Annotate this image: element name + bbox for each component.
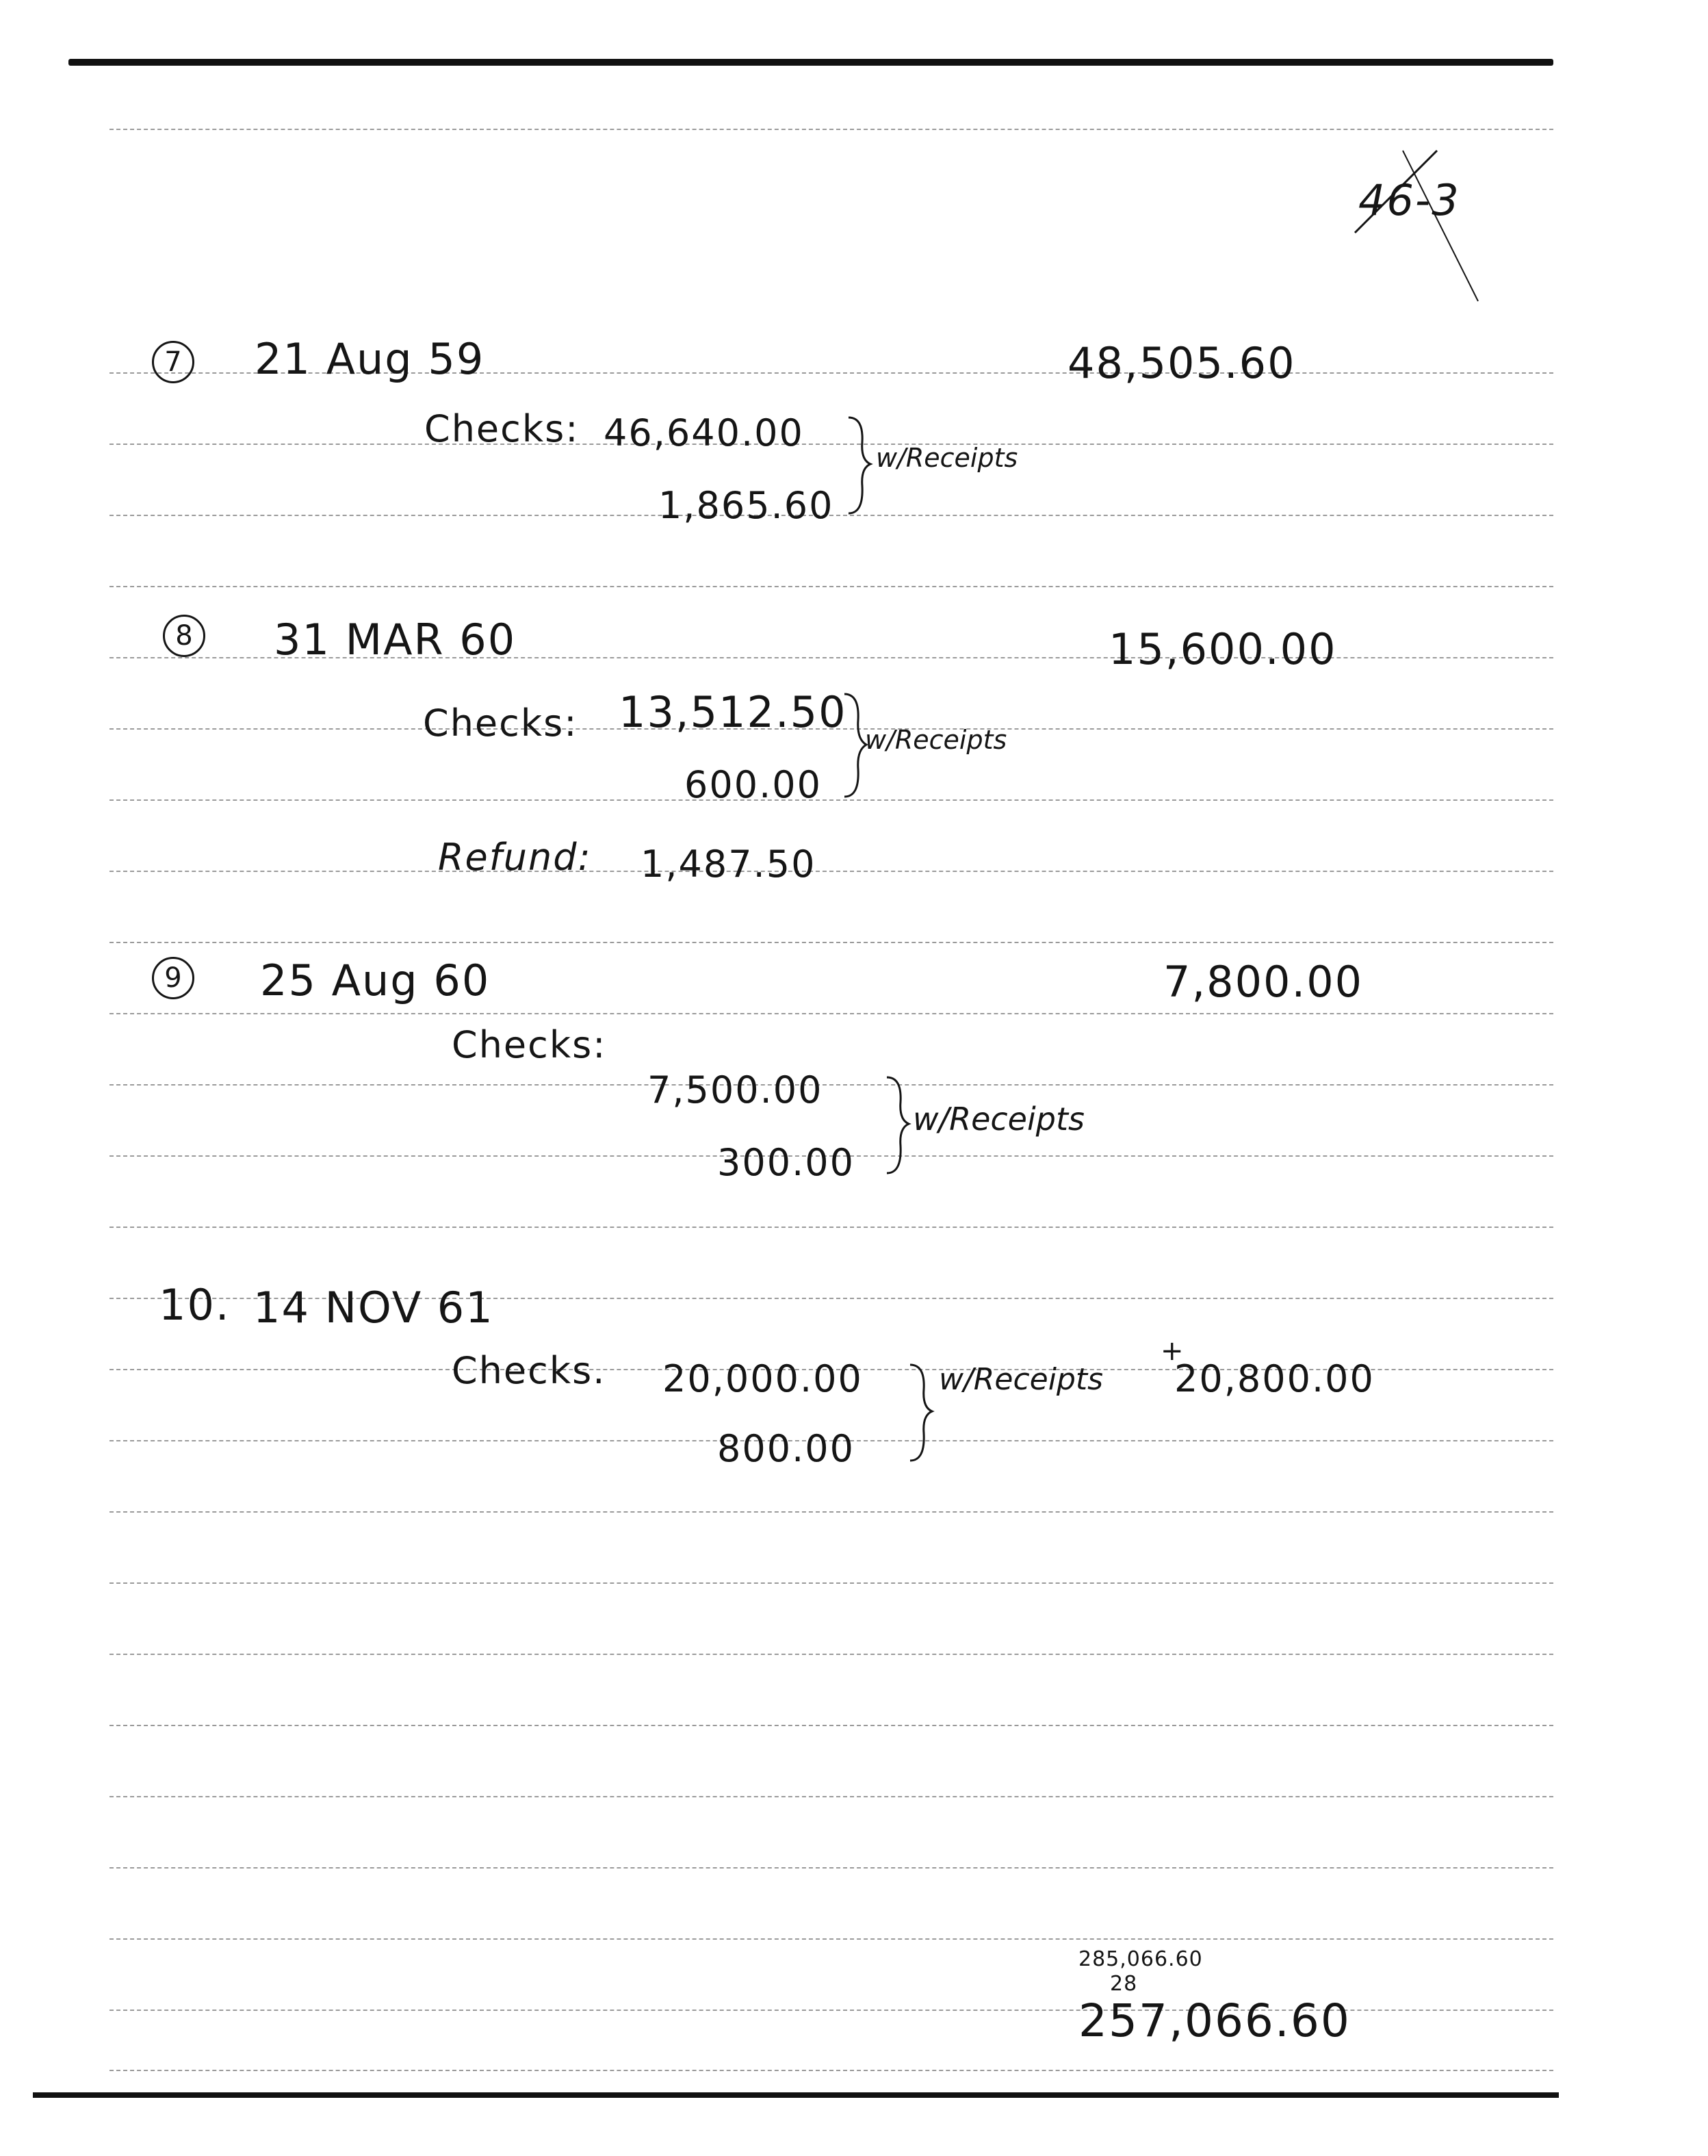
entry-7-check-2: 1,865.60 xyxy=(658,484,834,527)
entry-10-amount: 20,800.00 xyxy=(1174,1357,1375,1400)
entry-9-number: 9 xyxy=(152,957,194,999)
entry-8-receipts-note: w/Receipts xyxy=(865,725,1007,755)
entry-9-check-2: 300.00 xyxy=(717,1141,855,1184)
bottom-rule xyxy=(33,2092,1559,2098)
entry-10-check-2: 800.00 xyxy=(717,1427,855,1470)
entry-10-amount-prefix: + xyxy=(1161,1335,1184,1367)
entry-10-brace xyxy=(906,1362,933,1465)
final-total: 257,066.60 xyxy=(1078,1994,1351,2047)
entry-8-refund-label: Refund: xyxy=(438,836,592,879)
entry-7-checks-label: Checks: xyxy=(424,407,580,450)
entry-7-number: 7 xyxy=(152,341,194,383)
entry-8-check-1: 13,512.50 xyxy=(619,687,847,737)
entry-8-date: 31 MAR 60 xyxy=(274,615,517,665)
entry-8-number: 8 xyxy=(163,615,205,657)
entry-8-refund-amount: 1,487.50 xyxy=(640,843,816,886)
entry-8-checks-label: Checks: xyxy=(423,702,578,745)
entry-7-check-1: 46,640.00 xyxy=(604,411,804,454)
entry-10-check-1: 20,000.00 xyxy=(662,1357,863,1400)
entry-7-brace xyxy=(844,415,872,517)
entry-7-date: 21 Aug 59 xyxy=(255,334,485,384)
entry-9-receipts-note: w/Receipts xyxy=(913,1101,1085,1138)
total-correction-digits: 28 xyxy=(1110,1972,1138,1996)
page-mark-strike xyxy=(1341,137,1505,315)
entry-10-checks-label: Checks. xyxy=(452,1349,606,1392)
entry-8-amount: 15,600.00 xyxy=(1109,624,1337,674)
entry-7-amount: 48,505.60 xyxy=(1068,338,1296,388)
entry-7-receipts-note: w/Receipts xyxy=(876,443,1018,473)
page-mark: 46-3 xyxy=(1358,175,1460,225)
entry-8-check-2: 600.00 xyxy=(684,763,822,806)
entry-9-amount: 7,800.00 xyxy=(1163,957,1364,1007)
entry-10-number: 10. xyxy=(159,1280,231,1330)
entry-9-date: 25 Aug 60 xyxy=(260,955,491,1005)
entry-10-receipts-note: w/Receipts xyxy=(939,1362,1104,1397)
entry-9-brace xyxy=(883,1075,910,1177)
top-rule xyxy=(68,59,1553,66)
entry-8-brace xyxy=(840,691,868,801)
struck-total: 285,066.60 xyxy=(1078,1947,1203,1971)
entry-9-checks-label: Checks: xyxy=(452,1023,607,1066)
entry-9-check-1: 7,500.00 xyxy=(647,1068,823,1112)
entry-10-date: 14 NOV 61 xyxy=(253,1283,494,1333)
